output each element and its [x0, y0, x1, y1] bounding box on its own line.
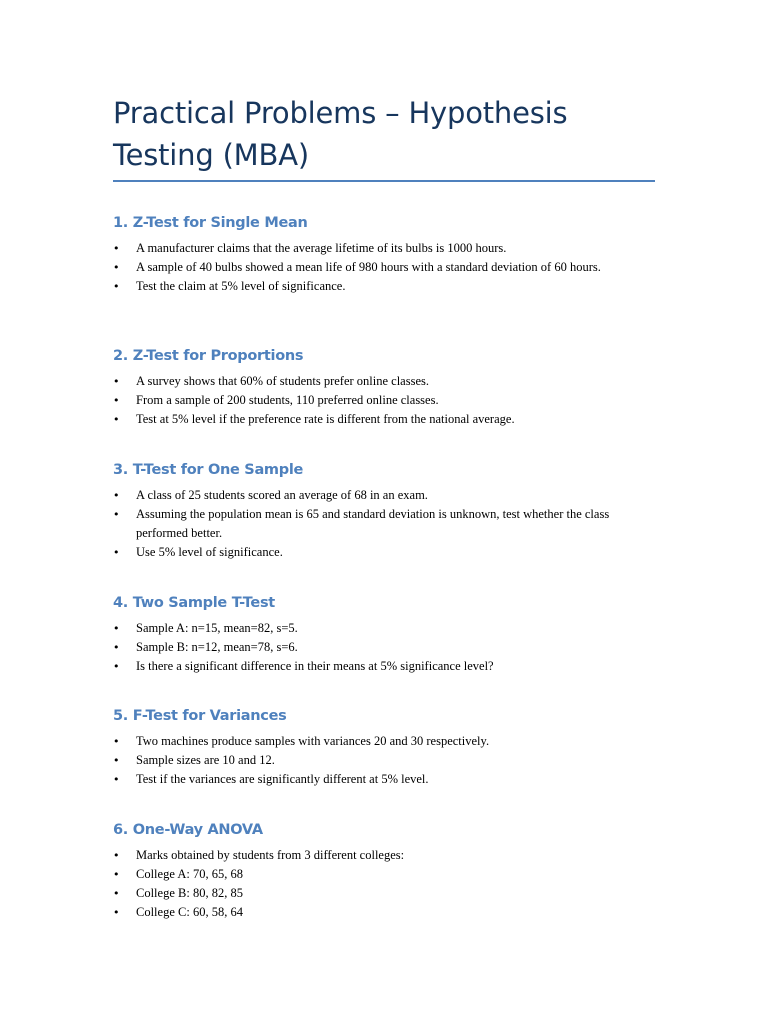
bullet-icon: • [113, 906, 120, 919]
bullet-item [113, 751, 646, 770]
bullet-icon: • [113, 413, 120, 426]
bullet-icon: • [113, 242, 120, 255]
bullet-text: Test the claim at 5% level of significance. [136, 279, 346, 293]
bullet-item [113, 657, 646, 676]
bullet-item [113, 770, 646, 789]
bullet-text: College B: 80, 82, 85 [136, 886, 243, 900]
bullet-item [113, 258, 646, 277]
bullet-item [113, 846, 646, 865]
bullet-item [113, 372, 646, 391]
bullet-icon: • [113, 641, 120, 654]
section-heading: 1. Z-Test for Single Mean [113, 215, 308, 231]
bullet-item [113, 638, 646, 657]
section-heading: 2. Z-Test for Proportions [113, 348, 304, 364]
bullet-list [113, 372, 673, 429]
bullet-text: A class of 25 students scored an average of 68 in an exam. [136, 488, 428, 502]
bullet-item [113, 486, 646, 505]
section-f-test-variances [113, 706, 673, 789]
bullet-text: A survey shows that 60% of students prefer online classes. [136, 374, 429, 388]
bullet-text: A manufacturer claims that the average lifetime of its bulbs is 1000 hours. [136, 241, 507, 255]
section-heading: 5. F-Test for Variances [113, 708, 287, 724]
bullet-list [113, 732, 673, 789]
bullet-text: Use 5% level of significance. [136, 545, 283, 559]
bullet-item [113, 277, 646, 296]
bullet-icon: • [113, 375, 120, 388]
bullet-item [113, 903, 646, 922]
document-title: Practical Problems – Hypothesis Testing (MBA) [113, 96, 568, 172]
bullet-item [113, 391, 646, 410]
bullet-text: Is there a significant difference in their means at 5% significance level? [136, 659, 494, 673]
bullet-list [113, 239, 673, 296]
bullet-item [113, 410, 646, 429]
bullet-list [113, 846, 673, 922]
bullet-icon: • [113, 735, 120, 748]
bullet-item [113, 543, 646, 562]
bullet-text: Sample sizes are 10 and 12. [136, 753, 275, 767]
section-heading: 6. One-Way ANOVA [113, 822, 263, 838]
bullet-icon: • [113, 773, 120, 786]
section-heading: 3. T-Test for One Sample [113, 462, 304, 478]
bullet-icon: • [113, 754, 120, 767]
bullet-icon: • [113, 280, 120, 293]
bullet-text: College A: 70, 65, 68 [136, 867, 243, 881]
bullet-item [113, 884, 646, 903]
bullet-text: From a sample of 200 students, 110 preferred online classes. [136, 393, 439, 407]
bullet-icon: • [113, 849, 120, 862]
bullet-icon: • [113, 887, 120, 900]
bullet-text: Marks obtained by students from 3 different colleges: [136, 848, 405, 862]
section-one-way-anova [113, 820, 673, 922]
bullet-item [113, 505, 646, 543]
bullet-text: Test if the variances are significantly different at 5% level. [136, 772, 429, 786]
bullet-icon: • [113, 261, 120, 274]
section-z-test-proportions [113, 346, 673, 429]
bullet-text: Two machines produce samples with variances 20 and 30 respectively. [136, 734, 490, 748]
title-underline [113, 180, 655, 182]
bullet-text: Test at 5% level if the preference rate is different from the national average. [136, 412, 515, 426]
bullet-icon: • [113, 868, 120, 881]
bullet-text: Assuming the population mean is 65 and standard deviation is unknown, test whether the class performed better. [136, 507, 610, 540]
bullet-icon: • [113, 508, 120, 521]
bullet-list [113, 486, 673, 562]
bullet-text: College C: 60, 58, 64 [136, 905, 243, 919]
bullet-icon: • [113, 622, 120, 635]
section-two-sample-t-test [113, 593, 673, 676]
bullet-text: A sample of 40 bulbs showed a mean life of 980 hours with a standard deviation of 60 hours. [136, 260, 601, 274]
bullet-item [113, 619, 646, 638]
bullet-text: Sample B: n=12, mean=78, s=6. [136, 640, 298, 654]
bullet-icon: • [113, 660, 120, 673]
bullet-item [113, 865, 646, 884]
bullet-list [113, 619, 673, 676]
section-heading: 4. Two Sample T-Test [113, 595, 275, 611]
bullet-icon: • [113, 489, 120, 502]
bullet-item [113, 239, 646, 258]
bullet-icon: • [113, 394, 120, 407]
bullet-text: Sample A: n=15, mean=82, s=5. [136, 621, 298, 635]
section-z-test-single-mean [113, 213, 673, 296]
bullet-icon: • [113, 546, 120, 559]
section-t-test-one-sample [113, 460, 673, 562]
bullet-item [113, 732, 646, 751]
